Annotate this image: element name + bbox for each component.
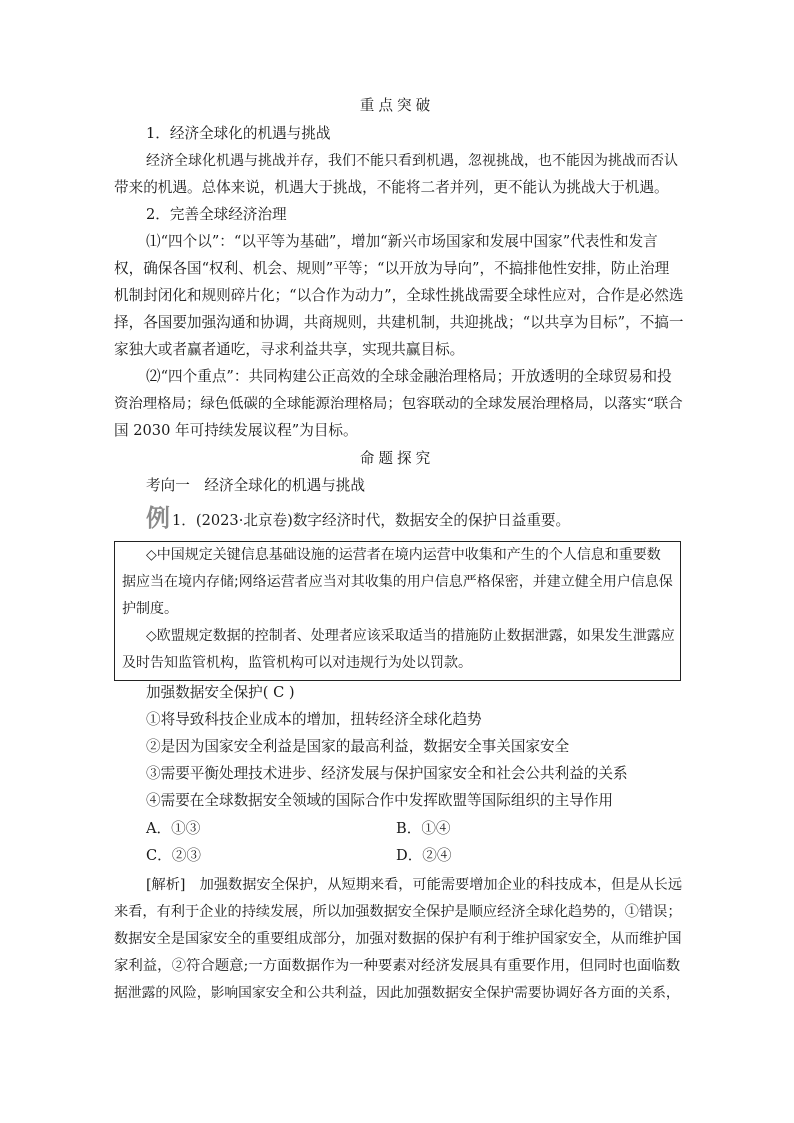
- question-stem: 1．(2023·北京卷)数字经济时代，数据安全的保护日益重要。: [172, 512, 571, 529]
- statement-3: ③需要平衡处理技术进步、经济发展与保护国家安全和社会公共利益的关系: [146, 765, 628, 782]
- option-b: B．①④: [396, 820, 451, 837]
- analysis-line: 家利益，②符合题意;一方面数据作为一种要素对经济发展具有重要作用，但同时也面临数: [114, 958, 681, 974]
- option-c: C．②③: [146, 847, 201, 864]
- paragraph-line: 带来的机遇。总体来说，机遇大于挑战，不能将二者并列，更不能认为挑战大于机遇。: [114, 179, 669, 196]
- statement-4: ④需要在全球数据安全领域的国际合作中发挥欧盟等国际组织的主导作用: [146, 792, 614, 809]
- heading-global-governance: 2．完善全球经济治理: [146, 206, 287, 223]
- paragraph-line: 经济全球化机遇与挑战并存，我们不能只看到机遇，忽视挑战，也不能因为挑战而否认: [146, 153, 678, 169]
- paragraph-line: 权，确保各国“权利、机会、规则”平等；“以开放为导向”，不搞排他性安排，防止治理: [114, 260, 670, 277]
- paragraph-line: 择，各国要加强沟通和协调，共商规则，共建机制，共迎挑战；“以共享为目标”，不搞一: [114, 314, 684, 331]
- question-prompt: 加强数据安全保护( C ): [146, 684, 295, 701]
- paragraph-line: ⑴“四个以”：“以平等为基础”，增加“新兴市场国家和发展中国家”代表性和发言: [146, 233, 658, 250]
- material-line: 护制度。: [122, 601, 178, 617]
- material-line: ◇中国规定关键信息基础设施的运营者在境内运营中收集和产生的个人信息和重要数: [146, 547, 661, 563]
- analysis-line: 数据安全是国家安全的重要组成部分，加强对数据的保护有利于维护国家安全，从而维护国: [114, 931, 682, 947]
- analysis-line: 来看，有利于企业的持续发展，所以加强数据安全保护是顺应经济全球化趋势的，①错误；: [114, 904, 682, 920]
- section-title-question-exploration: 命题探究: [359, 450, 435, 467]
- material-line: 及时告知监管机构，监管机构可以对违规行为处以罚款。: [122, 655, 472, 671]
- option-a: A．①③: [146, 820, 201, 837]
- paragraph-line: 资治理格局；绿色低碳的全球能源治理格局；包容联动的全球发展治理格局，以落实“联合: [114, 396, 683, 412]
- material-line: ◇欧盟规定数据的控制者、处理者应该采取适当的措施防止数据泄露，如果发生泄露应: [146, 628, 675, 644]
- statement-2: ②是因为国家安全利益是国家的最高利益，数据安全事关国家安全: [146, 738, 570, 755]
- paragraph-line: ⑵“四个重点”：共同构建公正高效的全球金融治理格局；开放透明的全球贸易和投: [146, 368, 672, 385]
- paragraph-line: 机制封闭化和规则碎片化；“以合作为动力”，全球性挑战需要全球性应对，合作是必然选: [114, 287, 684, 304]
- option-d: D．②④: [396, 847, 452, 864]
- section-title-key-points: 重点突破: [359, 97, 435, 114]
- paragraph-line: 国 2030 年可持续发展议程”为目标。: [114, 422, 358, 439]
- direction-heading: 考向一 经济全球化的机遇与挑战: [146, 477, 365, 494]
- paragraph-line: 家独大或者赢者通吃，寻求利益共享，实现共赢目标。: [114, 341, 465, 358]
- example-mark: 例: [146, 504, 170, 532]
- statement-1: ①将导致科技企业成本的增加，扭转经济全球化趋势: [146, 711, 482, 728]
- analysis-line: [解析] 加强数据安全保护，从短期来看，可能需要增加企业的科技成本，但是从长远: [146, 877, 683, 893]
- heading-opportunities-challenges: 1．经济全球化的机遇与挑战: [146, 125, 331, 142]
- material-line: 据应当在境内存储;网络运营者应当对其收集的用户信息严格保密，并建立健全用户信息保: [122, 574, 673, 590]
- analysis-line: 据泄露的风险，影响国家安全和公共利益，因此加强数据安全保护需要协调好各方面的关系，: [114, 985, 680, 1001]
